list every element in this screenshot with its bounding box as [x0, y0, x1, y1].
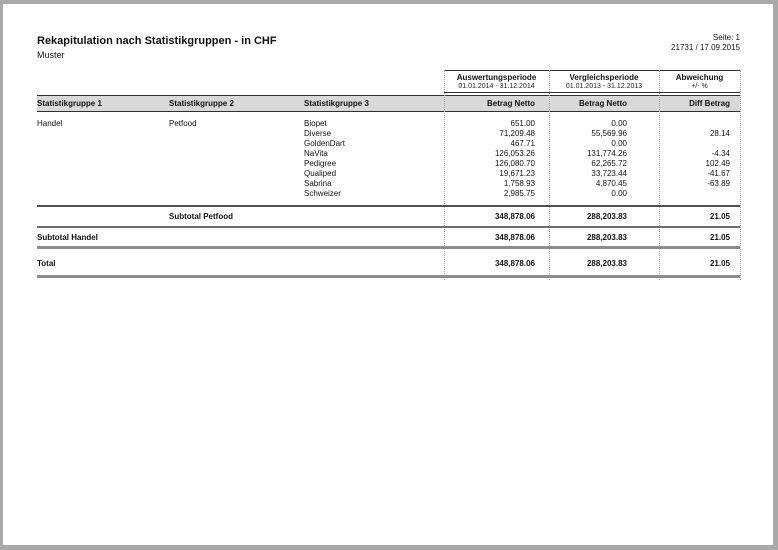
- cell-group3: Schweizer: [304, 189, 341, 198]
- cell-diff: 102.49: [705, 159, 730, 168]
- period-label: Vergleichsperiode: [569, 73, 639, 82]
- cell-diff: [659, 139, 740, 149]
- cell-group1: [37, 189, 169, 199]
- cell-netto-current: 348,878.06: [494, 232, 535, 242]
- cell-netto-previous: 55,569.96: [591, 129, 627, 138]
- period-range: +/- %: [691, 83, 708, 90]
- cell-netto-current: 126,053.26: [494, 149, 535, 158]
- cell-netto-previous: 0.00: [611, 139, 627, 148]
- cell-group1: Handel: [37, 119, 63, 128]
- cell-group1: [37, 139, 169, 149]
- cell-group3: Pedigree: [304, 159, 337, 168]
- period-group-deviation: [659, 71, 740, 92]
- column-header-group1: Statistikgruppe 1: [37, 99, 102, 108]
- report-reference: 21731 / 17.09.2015: [671, 43, 740, 52]
- subtotal-label: Subtotal Petfood: [169, 212, 233, 221]
- cell-group3: Diverse: [304, 129, 332, 138]
- column-header-netto-current: Betrag Netto: [486, 99, 535, 108]
- report-page: [3, 4, 773, 545]
- table-row: [37, 139, 740, 149]
- cell-group1: [37, 149, 169, 159]
- cell-diff: 21.05: [709, 212, 730, 221]
- cell-group3: Qualiped: [304, 169, 337, 178]
- cell-netto-previous: 0.00: [611, 119, 627, 128]
- cell-group3: GoldenDart: [304, 139, 345, 148]
- cell-netto-current: 348,878.06: [494, 212, 535, 221]
- cell-diff: -4.34: [711, 149, 730, 158]
- cell-group2: [169, 189, 304, 199]
- cell-netto-previous: 0.00: [611, 189, 627, 198]
- cell-netto-current: 19,671.23: [499, 169, 535, 178]
- period-label: Abweichung: [675, 73, 724, 82]
- cell-group2: [169, 179, 304, 189]
- cell-netto-previous: 4,870.45: [595, 179, 627, 188]
- subtotal-petfood-row: [37, 205, 740, 228]
- table-row: [37, 159, 740, 169]
- period-range: 01.01.2013 - 31.12.2013: [565, 83, 643, 90]
- cell-netto-previous: 288,203.83: [586, 212, 627, 221]
- cell-group1: [37, 179, 169, 189]
- column-separator: [740, 70, 741, 280]
- cell-group2: [169, 149, 304, 159]
- cell-diff: -41.67: [707, 169, 730, 178]
- cell-diff: 21.05: [709, 259, 730, 268]
- cell-netto-current: 348,878.06: [494, 259, 535, 268]
- period-group-evaluation: [444, 71, 549, 92]
- table-row: [37, 149, 740, 159]
- table-row: [37, 119, 740, 129]
- subtotal-label: Subtotal Handel: [37, 232, 98, 242]
- cell-netto-previous: 33,723.44: [591, 169, 627, 178]
- subtotal-handel-row: [37, 228, 740, 249]
- cell-group1: [37, 159, 169, 169]
- column-header-diff: Diff Betrag: [689, 99, 730, 108]
- cell-netto-current: 651.00: [510, 119, 535, 128]
- table-row: [37, 189, 740, 199]
- cell-netto-previous: 131,774.26: [586, 149, 627, 158]
- table-body: [37, 112, 740, 205]
- report-subtitle: Muster: [37, 50, 65, 60]
- period-range: 01.01.2014 - 31.12.2014: [458, 83, 535, 90]
- cell-netto-current: 1,758.93: [503, 179, 535, 188]
- cell-netto-previous: 62,265.72: [591, 159, 627, 168]
- table-row: [37, 169, 740, 179]
- cell-group2: [169, 159, 304, 169]
- cell-group3: Biopet: [304, 119, 327, 128]
- column-header-group2: Statistikgruppe 2: [169, 99, 234, 108]
- cell-netto-previous: 288,203.83: [586, 232, 627, 242]
- table-row: [37, 129, 740, 139]
- cell-diff: -63.89: [707, 179, 730, 188]
- cell-diff: 21.05: [709, 232, 730, 242]
- cell-group2: [169, 169, 304, 179]
- column-header-group3: Statistikgruppe 3: [304, 99, 369, 108]
- cell-netto-current: 126,080.70: [494, 159, 535, 168]
- total-row: [37, 252, 740, 278]
- cell-group2: [169, 139, 304, 149]
- cell-group2: [169, 129, 304, 139]
- column-header-netto-previous: Betrag Netto: [578, 99, 627, 108]
- cell-netto-current: 2,985.75: [503, 189, 535, 198]
- cell-netto-previous: 288,203.83: [586, 259, 627, 268]
- period-header-row: [444, 70, 740, 93]
- cell-diff: 28.14: [709, 129, 730, 138]
- cell-netto-current: 467.71: [510, 139, 535, 148]
- cell-group3: Sabrina: [304, 179, 332, 188]
- total-label: Total: [37, 259, 56, 268]
- cell-diff: [659, 189, 740, 199]
- cell-group3: NaVita: [304, 149, 328, 158]
- report-title: Rekapitulation nach Statistikgruppen - in CHF: [37, 35, 277, 47]
- page-info: [671, 33, 740, 53]
- cell-netto-current: 71,209.48: [499, 129, 535, 138]
- page-number: Seite: 1: [712, 33, 740, 42]
- cell-diff: [659, 119, 740, 129]
- cell-group2: Petfood: [169, 119, 197, 128]
- period-label: Auswertungsperiode: [456, 73, 537, 82]
- period-group-comparison: [549, 71, 659, 92]
- column-header-row: [37, 95, 740, 112]
- cell-group1: [37, 129, 169, 139]
- cell-group1: [37, 169, 169, 179]
- table-row: [37, 179, 740, 189]
